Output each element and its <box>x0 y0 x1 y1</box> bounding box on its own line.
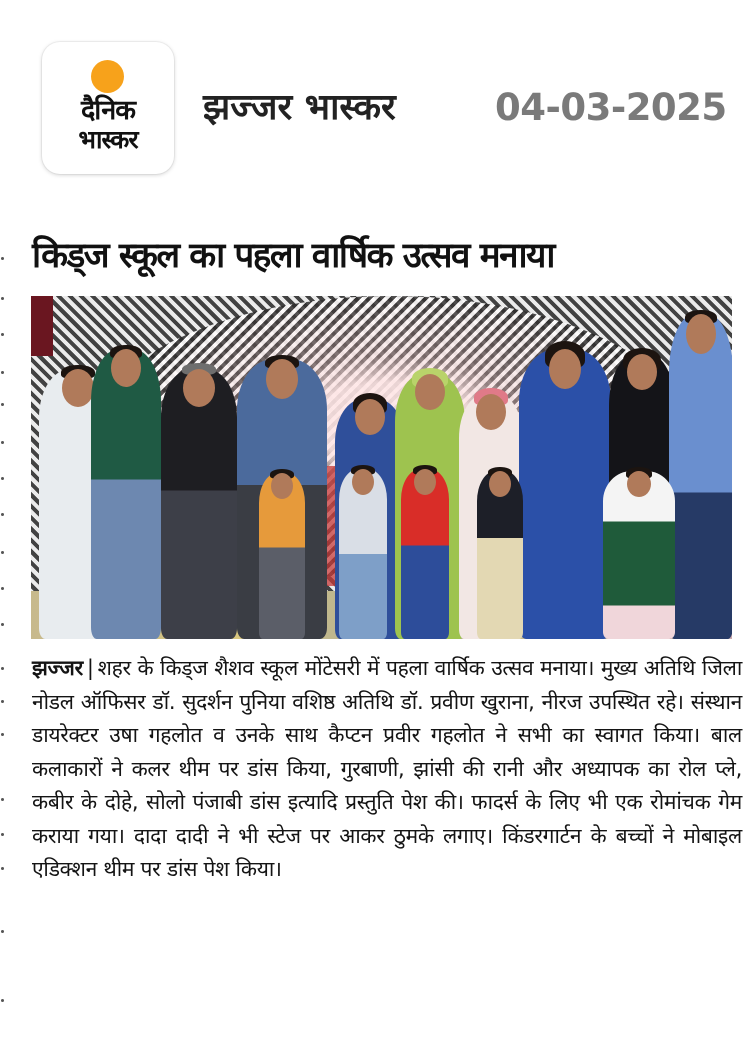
person-figure <box>91 349 161 639</box>
edition-header <box>0 0 755 200</box>
child-figure <box>401 469 449 639</box>
person-figure <box>161 369 237 639</box>
dainik-bhaskar-logo[interactable] <box>42 42 174 174</box>
article-dateline: झज्जर <box>32 656 83 680</box>
edition-title: झज्जर भास्कर <box>203 87 396 128</box>
edition-date: 04-03-2025 <box>495 86 727 129</box>
child-figure <box>339 469 387 639</box>
sun-icon <box>91 60 124 93</box>
article-photo <box>31 296 732 639</box>
child-figure <box>603 471 675 639</box>
child-figure <box>259 473 305 639</box>
article-headline: किड्ज स्कूल का पहला वार्षिक उत्सव मनाया <box>32 236 554 276</box>
logo-text-line2: भास्कर <box>78 125 138 154</box>
child-figure <box>477 471 523 639</box>
person-figure <box>669 314 732 639</box>
article-body-text: शहर के किड्ज शैशव स्कूल मोंटेसरी में पहला वार्षिक उत्सव मनाया। मुख्य अतिथि जिला नोडल ऑफिसर डॉ. सुदर्शन पुनिया वशिष्ठ अतिथि डॉ. प्रवीण खुराना, नीरज उपस्थित रहे। संस्थान डायरेक्टर उषा गहलोत व उनके साथ कैप्टन प्रवीर गहलोत ने सभी का स्वागत किया। बाल कलाकारों ने कलर थीम पर डांस किया, गुरबाणी, झांसी की रानी और अध्यापक का रोल प्ले, कबीर के दोहे, सोलो पंजाबी डांस इत्यादि प्रस्तुति पेश की। फादर्स के लिए भी एक रोमांचक गेम कराया गया। दादा दादी ने भी स्टेज पर आकर ठुमके लगाए। किंडरगार्टन के बच्चों ने मोबाइल एडिक्शन थीम पर डांस पेश किया। <box>32 656 742 881</box>
curtain <box>31 296 53 356</box>
article-body <box>32 652 742 887</box>
logo-text-line1: दैनिक <box>80 95 136 126</box>
person-figure <box>519 349 611 639</box>
clipping-edge-marks <box>0 215 8 1015</box>
dateline-separator: | <box>86 656 94 680</box>
